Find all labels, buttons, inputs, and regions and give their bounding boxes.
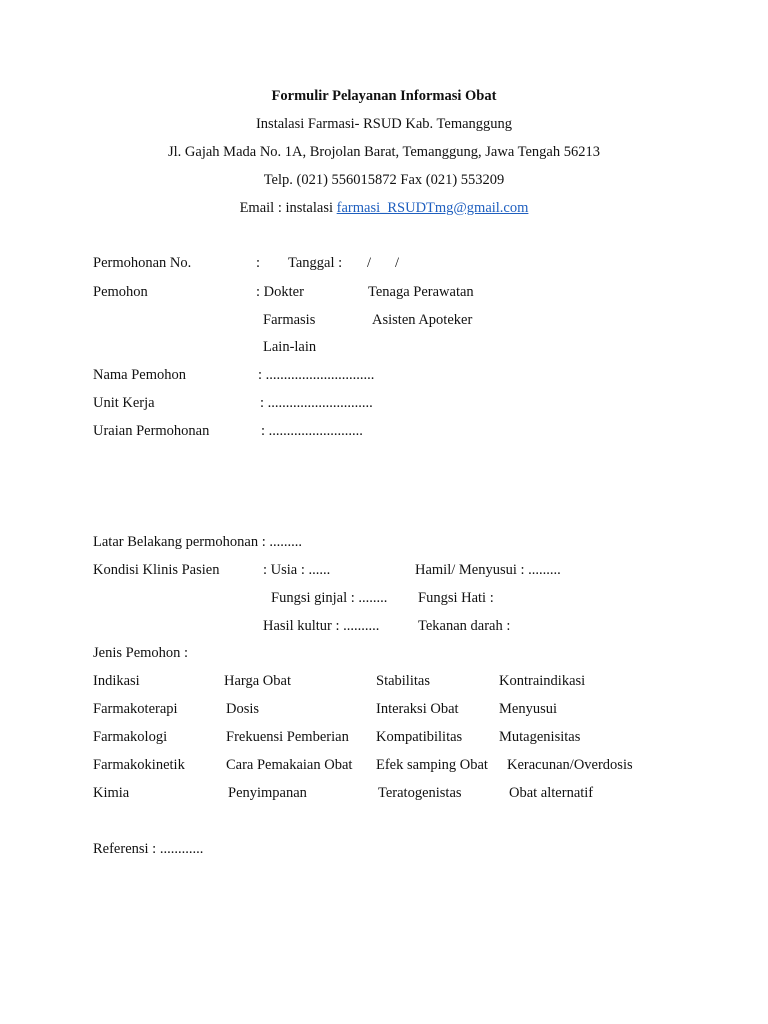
fungsi-ginjal-field: Fungsi ginjal : ........ [271,590,388,606]
usia-field: : Usia : ...... [263,562,331,578]
date-separator: / [367,255,372,271]
jenis-item: Keracunan/Overdosis [507,757,633,773]
pemohon-option-lain-lain: Lain-lain [263,339,317,355]
date-separator: / [395,255,400,271]
institution-phone: Telp. (021) 556015872 Fax (021) 553209 [263,172,505,188]
jenis-item: Frekuensi Pemberian [226,729,349,745]
jenis-item: Obat alternatif [509,785,594,801]
jenis-item: Indikasi [93,673,140,689]
jenis-item: Mutagenisitas [499,729,581,745]
jenis-item: Farmakologi [93,729,168,745]
pemohon-option-farmasis: Farmasis [263,312,316,328]
jenis-item: Harga Obat [224,673,291,689]
latar-belakang-line: Latar Belakang permohonan : ......... [93,534,302,550]
pemohon-option-dokter: : Dokter [256,284,304,300]
jenis-item: Stabilitas [376,673,430,689]
permohonan-label: Permohonan No. [93,255,192,271]
institution-name: Instalasi Farmasi- RSUD Kab. Temanggung [255,116,513,132]
jenis-item: Kompatibilitas [376,729,463,745]
fungsi-hati-field: Fungsi Hati : [418,590,494,606]
institution-email [0,201,768,216]
pemohon-option-asisten-apoteker: Asisten Apoteker [372,312,473,328]
jenis-item: Farmakokinetik [93,757,185,773]
jenis-item: Penyimpanan [228,785,307,801]
jenis-item: Menyusui [499,701,557,717]
tanggal-label: Tanggal : [288,255,343,271]
uraian-permohonan-label: Uraian Permohonan [93,423,210,439]
email-label: Email : instalasi [239,200,337,216]
jenis-pemohon-label: Jenis Pemohon : [93,645,189,661]
nama-pemohon-label: Nama Pemohon [93,367,187,383]
jenis-item: Cara Pemakaian Obat [226,757,353,773]
hamil-menyusui-field: Hamil/ Menyusui : ......... [415,562,561,578]
jenis-item: Teratogenistas [378,785,462,801]
pemohon-option-tenaga-perawatan: Tenaga Perawatan [368,284,474,300]
unit-kerja-field: : ............................. [260,395,373,411]
form-title: Formulir Pelayanan Informasi Obat [271,88,497,104]
tekanan-darah-field: Tekanan darah : [418,618,511,634]
jenis-item: Interaksi Obat [376,701,459,717]
referensi-line: Referensi : ............ [93,841,204,857]
jenis-item: Kontraindikasi [499,673,586,689]
jenis-item: Efek samping Obat [376,757,488,773]
institution-address: Jl. Gajah Mada No. 1A, Brojolan Barat, Temanggung, Jawa Tengah 56213 [168,144,600,160]
jenis-item: Kimia [93,785,130,801]
nama-pemohon-field: : .............................. [258,367,375,383]
pemohon-label: Pemohon [93,284,148,300]
hasil-kultur-field: Hasil kultur : .......... [263,618,380,634]
kondisi-klinis-label: Kondisi Klinis Pasien [93,562,220,578]
jenis-item: Farmakoterapi [93,701,178,717]
jenis-item: Dosis [226,701,260,717]
unit-kerja-label: Unit Kerja [93,395,155,411]
permohonan-colon: : [256,255,261,271]
email-link[interactable]: farmasi_RSUDTmg@gmail.com [336,200,529,216]
uraian-permohonan-field: : .......................... [261,423,363,439]
